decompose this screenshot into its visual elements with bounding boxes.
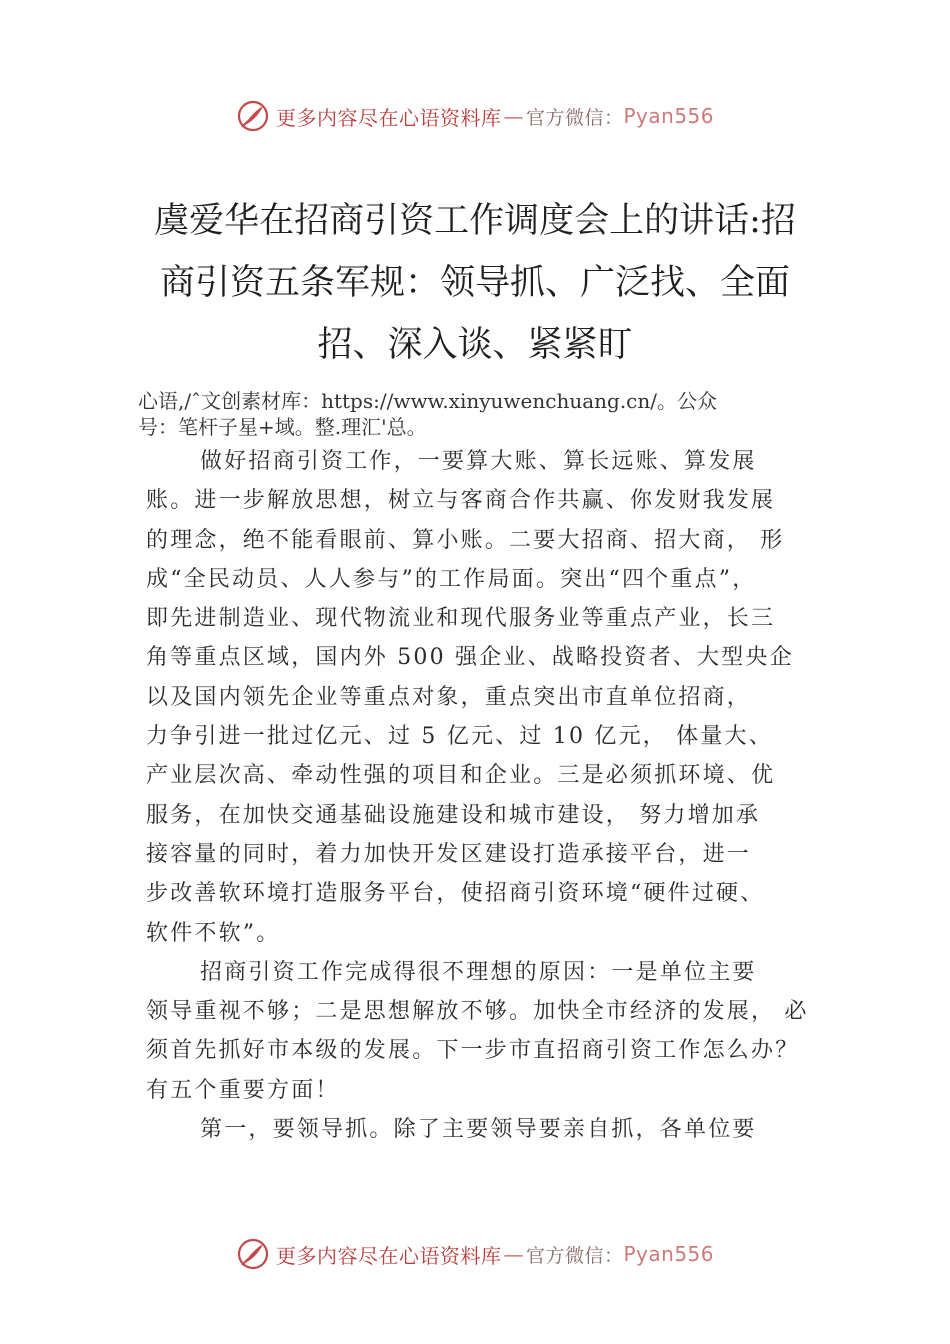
quill-logo-icon xyxy=(236,99,270,133)
paragraph-line: 即先进制造业、现代物流业和现代服务业等重点产业，长三 xyxy=(146,606,776,632)
paragraph-line: 成“全民动员、人人参与”的工作局面。突出“四个重点”， xyxy=(146,566,757,592)
paragraph-line: 以及国内领先企业等重点对象，重点突出市直单位招商， xyxy=(146,684,752,710)
quill-logo-icon xyxy=(236,1237,270,1271)
banner-text: 更多内容尽在心语资料库 xyxy=(275,1243,502,1268)
paragraph-line: 有五个重要方面！ xyxy=(146,1077,340,1103)
document-title xyxy=(130,190,820,376)
paragraph-line: 角等重点区域，国内外 500 强企业、战略投资者、大型央企 xyxy=(146,645,794,671)
wechat-id: Pyan556 xyxy=(623,104,715,128)
wechat-label: 官方微信： xyxy=(525,1244,624,1267)
header-banner xyxy=(0,96,950,136)
paragraph-line: 领导重视不够；二是思想解放不够。加快全市经济的发展， 必 xyxy=(146,999,809,1025)
source-line: 号：笔杆子星+域。整.理汇'总。 xyxy=(138,415,427,439)
source-line: 心语,/ˆ文创素材库：https://www.xinyuwenchuang.cn/。公众 xyxy=(138,389,717,413)
banner-text: 更多内容尽在心语资料库 xyxy=(275,105,502,130)
wechat-id: Pyan556 xyxy=(623,1242,715,1266)
wechat-label: 官方微信： xyxy=(525,106,624,129)
title-line: 虞爱华在招商引资工作调度会上的讲话:招 xyxy=(154,201,796,241)
paragraph-line: 须首先抓好市本级的发展。下一步市直招商引资工作怎么办？ xyxy=(146,1038,800,1064)
banner-dash: — xyxy=(503,1242,524,1266)
paragraph-line: 账。进一步解放思想，树立与客商合作共赢、你发财我发展 xyxy=(146,488,776,514)
banner-dash: — xyxy=(503,104,524,128)
paragraph-line: 接容量的同时，着力加快开发区建设打造承接平台，进一 xyxy=(146,841,752,867)
paragraph-line: 服务，在加快交通基础设施建设和城市建设， 努力增加承 xyxy=(146,802,761,828)
paragraph-line: 做好招商引资工作，一要算大账、算长远账、算发展 xyxy=(200,449,757,474)
paragraph-line: 招商引资工作完成得很不理想的原因：一是单位主要 xyxy=(200,959,757,985)
paragraph-line: 步改善软环境打造服务平台，使招商引资环境“硬件过硬、 xyxy=(146,881,765,907)
footer-banner xyxy=(0,1234,950,1274)
paragraph-line: 产业层次高、牵动性强的项目和企业。三是必须抓环境、优 xyxy=(146,763,776,789)
source-note xyxy=(138,388,838,440)
paragraph-line: 软件不软”。 xyxy=(146,920,281,946)
paragraph-line: 的理念，绝不能看眼前、算小账。二要大招商、招大商， 形 xyxy=(146,527,785,553)
paragraph-line: 第一，要领导抓。除了主要领导要亲自抓，各单位要 xyxy=(200,1117,757,1143)
paragraph-line: 力争引进一批过亿元、过 5 亿元、过 10 亿元， 体量大、 xyxy=(146,724,773,750)
title-line: 招、深入谈、紧紧盯 xyxy=(317,325,633,365)
title-line: 商引资五条军规：领导抓、广泛找、全面 xyxy=(159,263,790,303)
document-body xyxy=(146,442,836,1149)
